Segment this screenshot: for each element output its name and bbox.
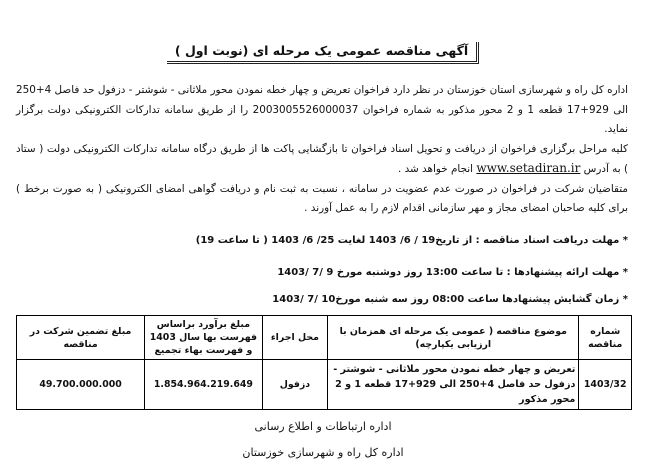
footer-department: اداره ارتباطات و اطلاع رسانی [254,420,392,433]
cell-tender-number: 1403/32 [579,360,632,410]
submission-deadline: * مهلت ارائه پیشنهادها : تا ساعت 13:00 روز دوشنبه مورخ 9 /7 /1403 [277,267,628,278]
cell-location: دزفول [262,360,327,410]
tender-table [16,315,632,410]
tender-call-number: 2003005526000037 [252,103,359,116]
intro-p2-text-b: انجام خواهد شد . [397,163,474,175]
header-subject: موضوع مناقصه ( عمومی یک مرحله ای همزمان با ارزیابی یکپارچه) [328,316,579,360]
table-header-row [17,316,632,360]
intro-p1-text-a: اداره کل راه و شهرسازی استان خوزستان در نظر دارد فراخوان تعریض و چهار خطه نمودن محور ملاثانی - شوشتر - دزفول حد فاصل 4+250 الی 929+17 قطعه 1 و 2 محور مذکور به شماره فراخوان [16,84,628,116]
cell-subject: تعریض و چهار خطه نمودن محور ملاثانی - شوشتر - دزفول حد فاصل 4+250 الی 929+17 قطعه 1 و 2 محور مذکور [328,360,579,410]
header-guarantee: مبلغ تضمین شرکت در مناقصه [17,316,145,360]
cell-estimate: 1.854.964.219.649 [145,360,263,410]
notice-title: آگهی مناقصه عمومی یک مرحله ای (نوبت اول ) [167,42,479,64]
intro-paragraph-1 [16,81,628,140]
opening-time: * زمان گشایش پیشنهادها ساعت 08:00 روز سه شنبه مورخ10 /7 /1403 [272,294,628,305]
title-container [0,40,646,64]
table-row [17,360,632,410]
intro-p3-text: متقاضیان شرکت در فراخوان در صورت عدم عضویت در سامانه ، نسبت به ثبت نام و دریافت گواهی امضای الکترونیکی ( به صورت برخط ) برای کلیه صاحبان امضای مجاز و مهر سازمانی اقدام لازم را به عمل آورند . [16,182,628,214]
intro-paragraph-2 [16,140,628,180]
intro-p1-text-b: را از طریق سامانه تدارکات الکترونیکی دولت برگزار نماید. [16,103,628,135]
header-estimate: مبلغ برآورد براساس فهرست بها سال 1403 و فهرست بهاء تجمیع [145,316,263,360]
intro-p2-text-a: کلیه مراحل برگزاری فراخوان از دریافت و تحویل اسناد فراخوان تا بازگشایی پاکت ها از طریق درگاه سامانه تدارکات الکترونیکی دولت ( ستاد ) به آدرس [16,142,628,175]
header-tender-number: شماره مناقصه [579,316,632,360]
notice-intro [16,81,628,219]
footer-organization: اداره کل راه و شهرسازی خوزستان [242,446,404,459]
intro-paragraph-3 [16,180,628,219]
documents-deadline: * مهلت دریافت اسناد مناقصه : از تاریخ19 / 6/ 1403 لغایت 25/ 6/ 1403 ( تا ساعت 19) [195,235,628,246]
header-location: محل اجراء [262,316,327,360]
setadiran-link[interactable]: www.setadiran.ir [476,161,581,175]
cell-guarantee: 49.700.000.000 [17,360,145,410]
